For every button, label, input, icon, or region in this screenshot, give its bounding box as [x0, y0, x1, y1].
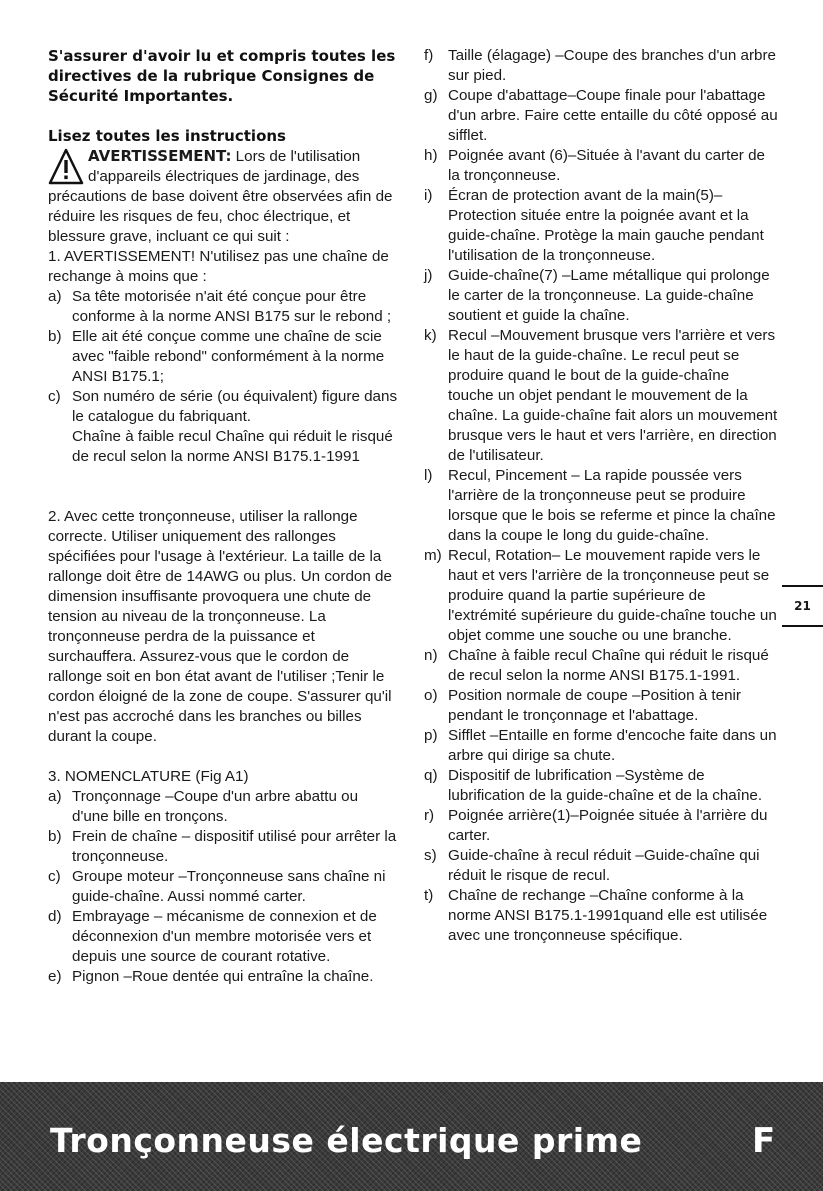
- list-item: [424, 766, 778, 806]
- list-item: [424, 546, 778, 646]
- list-item: [424, 146, 778, 186]
- list-letter: f): [424, 47, 434, 64]
- list-text: Tronçonnage –Coupe d'un arbre abattu ou d'une bille en tronçons.: [72, 788, 359, 825]
- list-text: Chaîne à faible recul Chaîne qui réduit le risqué de recul selon la norme ANSI B175.1-1991.: [448, 647, 769, 684]
- list-text: Groupe moteur –Tronçonneuse sans chaîne ni guide-chaîne. Aussi nommé carter.: [72, 868, 386, 905]
- list-text: Poignée avant (6)–Située à l'avant du carter de la tronçonneuse.: [448, 147, 765, 184]
- list-text: Recul, Rotation– Le mouvement rapide vers le haut et vers l'arrière de la tronçonneuse peut se produire quand la partie supérieure de l'extrémité supérieure du guide-chaîne touche un objet comme une souche ou une branche.: [448, 547, 777, 644]
- list-text: Dispositif de lubrification –Système de lubrification de la guide-chaîne et de la chaîne.: [448, 767, 763, 804]
- list-text: Recul, Pincement – La rapide poussée vers l'arrière de la tronçonneuse peut se produire lorsque que le bois se referme et pince la chaîne dans la coupe le long du guide-chaîne.: [448, 467, 776, 544]
- list-text: Embrayage – mécanisme de connexion et de déconnexion d'un membre motorisée vers et depuis une source de courant rotative.: [72, 908, 377, 965]
- list-letter: g): [424, 87, 438, 104]
- list-text: Taille (élagage) –Coupe des branches d'un arbre sur pied.: [448, 47, 776, 84]
- paragraph-2: 2. Avec cette tronçonneuse, utiliser la rallonge correcte. Utiliser uniquement des rallonges spécifiées pour l'usage à l'extérieur. La taille de la rallonge doit être de 14AWG ou plus. Un cordon de dimension insuffisante provoquera une chute de tension au niveau de la tronçonneuse. La tronçonneuse perdra de la puissance et surchauffera. Assurez-vous que le cordon de rallonge soit en bon état avant de l'utiliser ;Tenir le cordon éloigné de la zone de coupe. S'assurer qu'il n'est pas accroché dans les branches ou billes durant la coupe.: [48, 508, 392, 745]
- list-item: [424, 266, 778, 326]
- list-item: [424, 466, 778, 546]
- list-item: [48, 907, 398, 967]
- footer-title: Tronçonneuse électrique prime: [50, 1121, 643, 1160]
- list-text: Position normale de coupe –Position à tenir pendant le tronçonnage et l'abattage.: [448, 687, 741, 724]
- list-item: [424, 886, 778, 946]
- left-column: [48, 46, 398, 987]
- safety-heading: S'assurer d'avoir lu et compris toutes les directives de la rubrique Consignes de Sécurité Importantes.: [48, 47, 396, 105]
- list-item: [424, 46, 778, 86]
- list-text: Guide-chaîne(7) –Lame métallique qui prolonge le carter de la tronçonneuse. La guide-chaîne soutient et guide la chaîne.: [448, 267, 770, 324]
- list-letter: n): [424, 647, 438, 664]
- list-item: [424, 846, 778, 886]
- list-letter: q): [424, 767, 438, 784]
- list-item: [424, 86, 778, 146]
- list-letter: d): [48, 908, 62, 925]
- list-letter: c): [48, 868, 61, 885]
- list-letter: t): [424, 887, 434, 904]
- list-letter: a): [48, 288, 62, 305]
- language-marker: F: [752, 1121, 776, 1161]
- list-text: Coupe d'abattage–Coupe finale pour l'abattage d'un arbre. Faire cette entaille du côté opposé au sifflet.: [448, 87, 778, 144]
- list-item: [424, 726, 778, 766]
- list-item: [48, 867, 398, 907]
- list-text: Chaîne de rechange –Chaîne conforme à la norme ANSI B175.1-1991quand elle est utilisée avec une tronçonneuse spécifique.: [448, 887, 768, 944]
- list-letter: e): [48, 968, 62, 985]
- list-item: [48, 787, 398, 827]
- list-letter: l): [424, 467, 433, 484]
- nomenclature-list: [48, 787, 398, 987]
- list-item: [424, 326, 778, 466]
- paragraph-1-intro: 1. AVERTISSEMENT! N'utilisez pas une chaîne de rechange à moins que :: [48, 248, 389, 285]
- list-letter: i): [424, 187, 433, 204]
- list-item: [424, 646, 778, 686]
- right-column: [424, 46, 778, 946]
- page-number-tab: 21: [782, 585, 823, 627]
- list-item: [424, 186, 778, 266]
- list-letter: b): [48, 828, 62, 845]
- list-text: Écran de protection avant de la main(5)–Protection située entre la poignée avant et la guide-chaîne. Protège la main gauche pendant l'utilisation de la tronçonneuse.: [448, 187, 764, 264]
- list-text: Elle ait été conçue comme une chaîne de scie avec "faible rebond" conformément à la norme ANSI B175.1;: [72, 328, 385, 385]
- warning-triangle-icon: [48, 148, 84, 186]
- list-text: Frein de chaîne – dispositif utilisé pour arrêter la tronçonneuse.: [72, 828, 397, 865]
- list-letter: s): [424, 847, 437, 864]
- list-item: [424, 806, 778, 846]
- warning-label: AVERTISSEMENT:: [88, 147, 232, 165]
- list-text: Poignée arrière(1)–Poignée située à l'arrière du carter.: [448, 807, 768, 844]
- list-text: Sifflet –Entaille en forme d'encoche faite dans un arbre qui dirige sa chute.: [448, 727, 777, 764]
- list-letter: c): [48, 388, 61, 405]
- instructions-heading: Lisez toutes les instructions: [48, 127, 286, 145]
- paragraph-3-intro: 3. NOMENCLATURE (Fig A1): [48, 768, 249, 785]
- list-text: Pignon –Roue dentée qui entraîne la chaîne.: [72, 968, 374, 985]
- list-item: [48, 287, 398, 327]
- list-text: Recul –Mouvement brusque vers l'arrière et vers le haut de la guide-chaîne. Le recul peut se produire quand le bout de la guide-chaîne touche un objet pendant le mouvement de la chaîne. La guide-chaîne fait alors un mouvement brusque vers le haut et vers l'arrière, en direction de l'utilisateur.: [448, 327, 778, 464]
- warning-text: Lors de l'utilisation d'appareils électriques de jardinage, des précautions de base doivent être observées afin de réduire les risques de feu, choc électrique, et blessure grave, incluant ce qui suit :: [48, 148, 393, 245]
- list-item: [48, 827, 398, 867]
- list-item: [48, 327, 398, 387]
- warning-block: [48, 146, 398, 247]
- list-text: Guide-chaîne à recul réduit –Guide-chaîne qui réduit le risque de recul.: [448, 847, 760, 884]
- list-letter: m): [424, 547, 442, 564]
- list-letter: p): [424, 727, 438, 744]
- list-letter: h): [424, 147, 438, 164]
- list-letter: k): [424, 327, 437, 344]
- low-kickback-note: Chaîne à faible recul Chaîne qui réduit le risqué de recul selon la norme ANSI B175.1-1991: [72, 428, 393, 465]
- list-item: [48, 967, 398, 987]
- list-letter: b): [48, 328, 62, 345]
- paragraph-1-list: [48, 287, 398, 467]
- list-item: [424, 686, 778, 726]
- list-item: [48, 387, 398, 427]
- list-letter: r): [424, 807, 435, 824]
- list-text: Sa tête motorisée n'ait été conçue pour être conforme à la norme ANSI B175 sur le rebond ;: [72, 288, 392, 325]
- list-letter: j): [424, 267, 433, 284]
- list-text: Son numéro de série (ou équivalent) figure dans le catalogue du fabriquant.: [72, 388, 398, 425]
- list-letter: o): [424, 687, 438, 704]
- list-letter: a): [48, 788, 62, 805]
